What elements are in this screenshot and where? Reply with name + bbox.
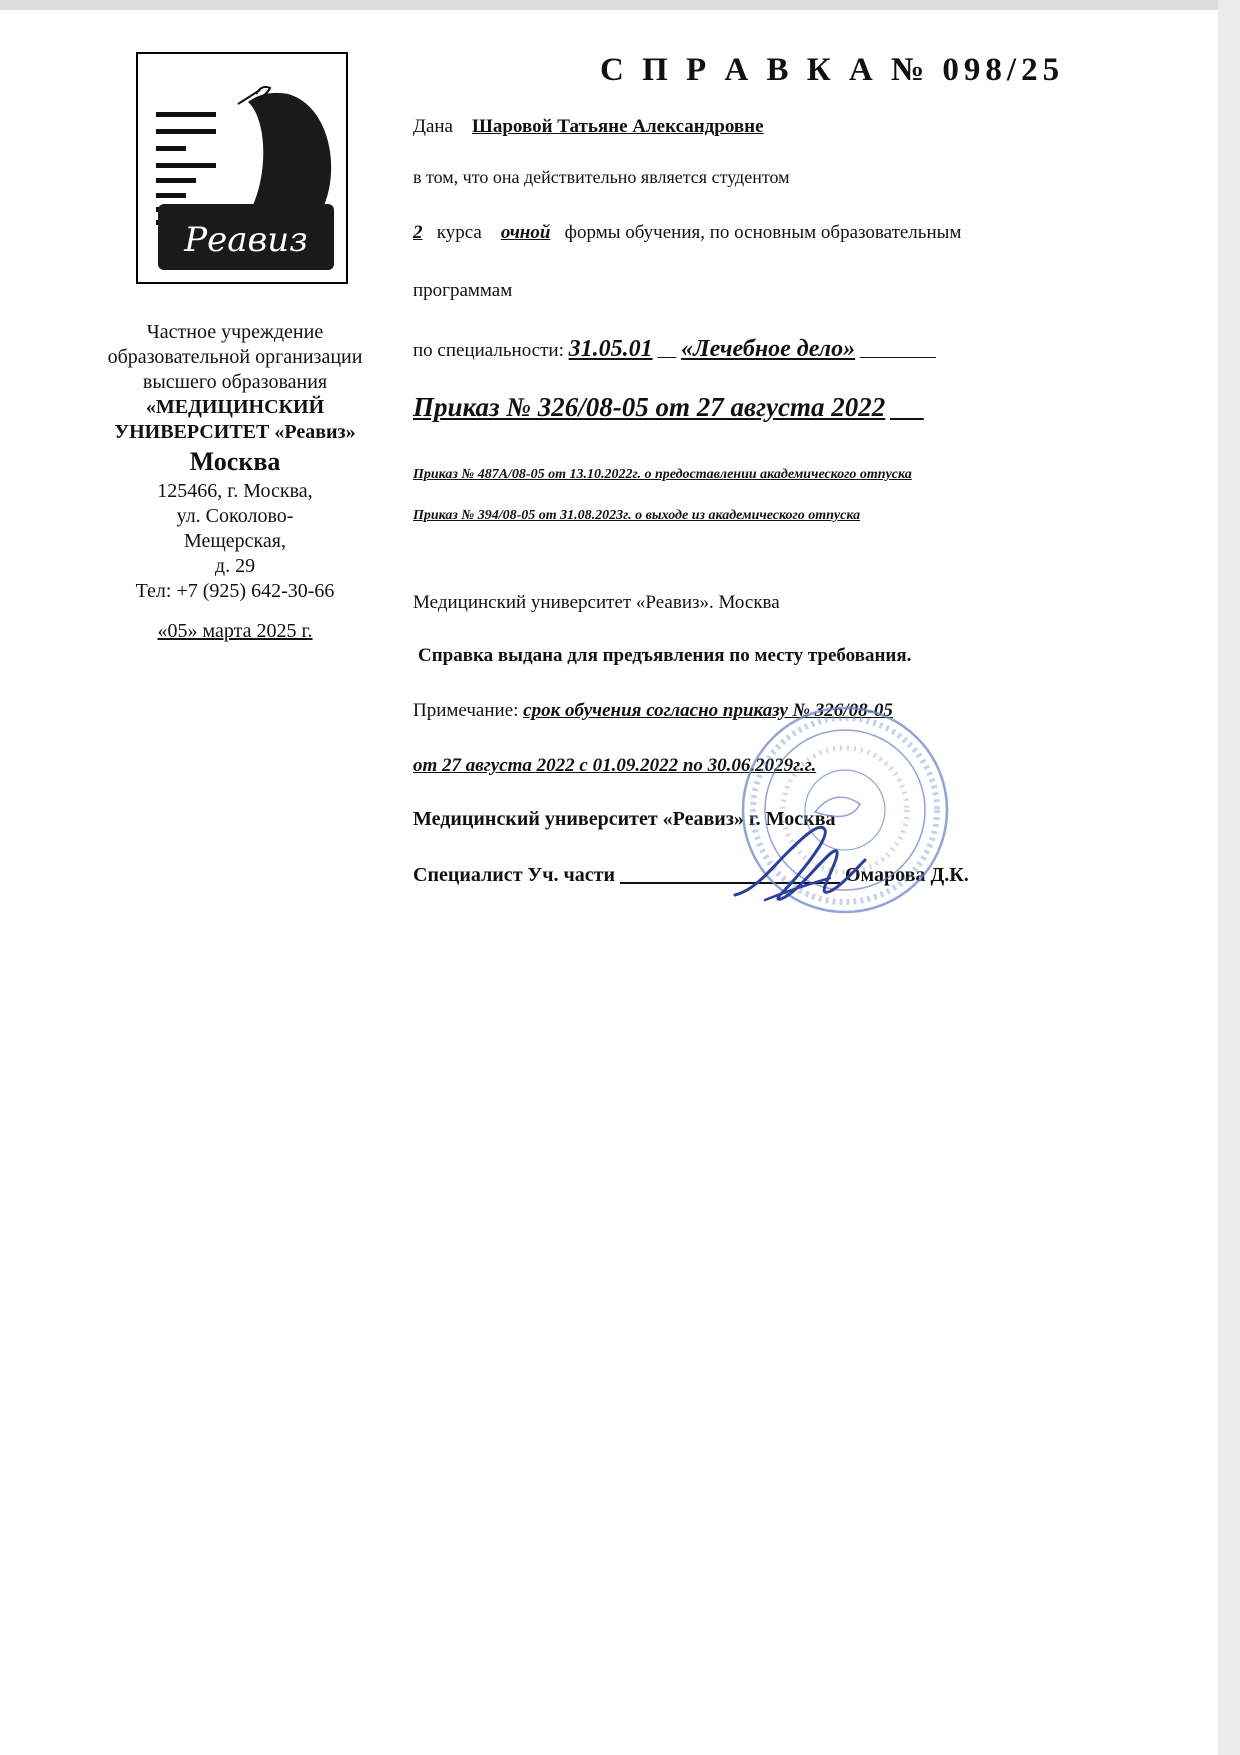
- signer-role: Специалист Уч. части: [413, 864, 615, 886]
- course-row: [413, 222, 961, 244]
- scan-top-shade: [0, 0, 1240, 10]
- course-label: курса: [436, 222, 482, 243]
- order-leave-row: [413, 462, 912, 484]
- order-return: Приказ № 394/08-05 от 31.08.2023г. о выходе из академического отпуска: [413, 508, 861, 523]
- note-text-2: от 27 августа 2022 с 01.09.2022 по 30.06.2029г.г.: [413, 755, 817, 776]
- scan-right-shade: [1218, 0, 1240, 1755]
- document-title: С П Р А В К А № 098/25: [600, 52, 1065, 88]
- form-text: формы обучения, по основным образовательным: [564, 222, 962, 243]
- specialty-label: по специальности:: [413, 340, 564, 361]
- confirm-row: в том, что она действительно является студентом: [413, 167, 790, 187]
- issuer-line-3: высшего образования: [142, 371, 328, 393]
- issue-date: «05» марта 2025 г.: [157, 620, 313, 642]
- note-text-1: срок обучения согласно приказу № 326/08-05: [523, 700, 893, 721]
- order-main: Приказ № 326/08-05 от 27 августа 2022: [413, 392, 886, 422]
- specialty-code: 31.05.01: [568, 336, 653, 362]
- issuer-phone: Тел: +7 (925) 642-30-66: [135, 580, 335, 602]
- order-return-row: [413, 503, 860, 525]
- university-line: Медицинский университет «Реавиз». Москва: [413, 592, 780, 613]
- study-form: очной: [500, 222, 551, 243]
- given-label: Дана: [413, 116, 453, 137]
- issuer-address-1: 125466, г. Москва,: [157, 480, 313, 502]
- order-leave: Приказ № 487А/08-05 от 13.10.2022г. о предоставлении академического отпуска: [413, 467, 912, 482]
- given-row: [413, 116, 764, 138]
- issuer-city: Москва: [189, 447, 281, 476]
- note-label: Примечание:: [413, 700, 519, 721]
- reaviz-logo-icon: [136, 52, 348, 284]
- signer-name: Омарова Д.К.: [844, 864, 969, 886]
- specialty-row: [413, 336, 936, 363]
- issuer-line-5: УНИВЕРСИТЕТ «Реавиз»: [114, 421, 356, 443]
- issuer-block: [70, 320, 400, 643]
- issuer-line-1: Частное учреждение: [146, 321, 324, 343]
- specialty-name: «Лечебное дело»: [681, 336, 856, 362]
- issuer-address-2: ул. Соколово-: [176, 505, 294, 527]
- course-number: 2: [413, 222, 423, 243]
- issuer-line-2: образовательной организации: [107, 346, 363, 368]
- issuer-address-3: Мещерская,: [183, 530, 287, 552]
- issuer-address-4: д. 29: [214, 555, 256, 577]
- purpose-line: Справка выдана для предъявления по месту требования.: [418, 645, 912, 666]
- student-name: Шаровой Татьяне Александровне: [472, 116, 764, 137]
- order-main-row: [413, 392, 924, 423]
- logo-text: Реавиз: [184, 220, 308, 260]
- university-footer: Медицинский университет «Реавиз» г. Москва: [413, 808, 836, 830]
- issuer-line-4: «МЕДИЦИНСКИЙ: [145, 396, 325, 418]
- handwritten-signature-icon: [725, 800, 915, 920]
- programs-row: программам: [413, 280, 513, 301]
